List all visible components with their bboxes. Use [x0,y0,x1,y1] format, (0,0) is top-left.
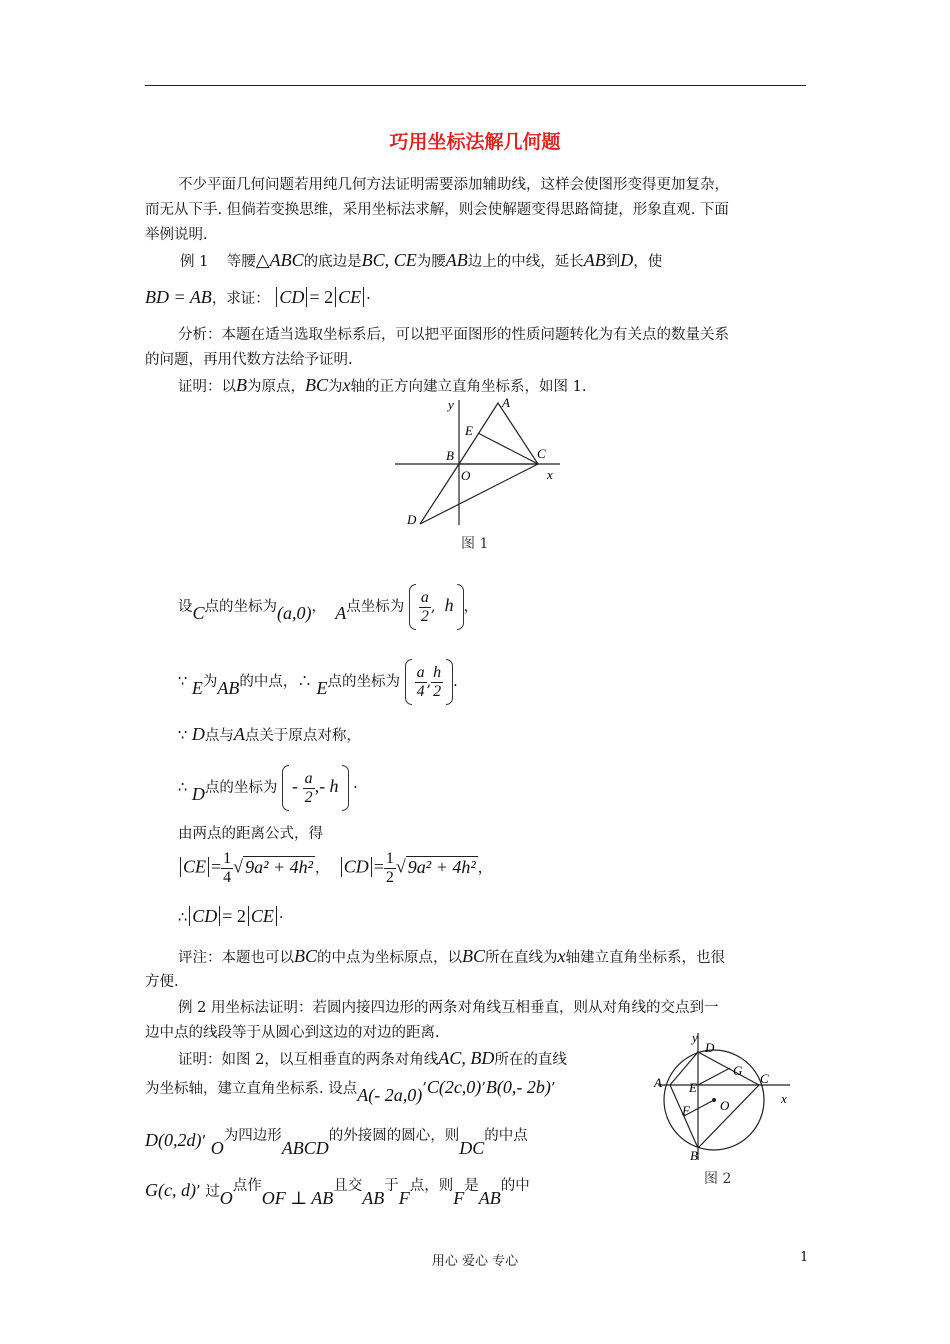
abs-bar [219,906,220,926]
math: AB [583,250,606,270]
proof-2-line-1 [178,1046,567,1073]
because-symbol: ∵ [178,674,188,690]
triangle-symbol: △ [255,250,270,270]
math: CD [192,906,218,926]
example-2-line-1: 例 2 用坐标法证明：若圆内接四边形的两条对角线互相垂直，则从对角线的交点到一 [178,1000,719,1016]
math: x [557,946,566,966]
abs-bar [371,857,372,877]
text: 的中点 [484,1128,528,1144]
text: ’ [201,1134,207,1150]
numerator: 1 [385,850,394,867]
text: 轴建立直角坐标系，也很 [565,950,726,966]
paren [457,584,464,630]
label-a: A [502,395,510,410]
math: A(- 2a,0) [357,1085,423,1105]
label-f: F [682,1103,690,1118]
text: 为腰 [416,254,446,270]
text: 边上的中线，延长 [467,254,584,270]
abs-bar [180,857,181,877]
text: 为 [202,674,218,690]
math: AC, BD [438,1048,495,1068]
text: 证明：以 [178,379,236,395]
math: A [335,603,347,623]
segment-cd [420,464,538,524]
text: 点的坐标为 [204,599,278,615]
text: 所在的直线 [494,1052,567,1068]
text: 的底边是 [303,254,362,270]
text: 为四边形 [223,1128,282,1144]
math: = 2 [309,287,334,307]
intro-line-1: 不少平面几何问题若用纯几何方法证明需要添加辅助线，这样会使图形变得更加复杂， [178,177,729,193]
math: B(0,- 2b) [485,1077,551,1097]
example-1-claim [145,285,371,312]
numerator: a [416,663,425,681]
center-point [712,1098,716,1102]
math: CE [183,856,207,877]
label-d: D [705,1040,715,1055]
math: G(c, d) [145,1180,196,1200]
comment-line-1 [178,944,725,971]
abs-bar [189,906,190,926]
text: 为 [328,379,343,395]
text: · [366,291,371,307]
math: CD [343,856,369,877]
segment-eg [698,1068,730,1085]
math: CE [338,287,362,307]
paren [409,584,416,630]
math: x [342,375,351,395]
label-y: y [448,397,454,412]
text: · [353,780,358,796]
text: 所在直线为 [485,950,558,966]
square-root: √ 9a² + 4h² [233,856,314,877]
proof-2-line-4 [145,1174,530,1211]
footer: 用心 爱心 专心 [431,1254,519,1269]
numerator: a [304,769,313,787]
math: = 2 [222,906,246,926]
text: ’ [550,1081,556,1097]
math: BC [462,946,486,966]
label-b: B [446,448,454,463]
example-1-statement [180,248,662,275]
segment-bd [420,464,459,524]
intro-line-2: 而无从下手. 但倘若变换思维，采用坐标法求解，则会使解题变得思路简捷，形象直观. 下面 [145,202,729,218]
example-1-label: 例 1 [180,254,209,270]
denominator: 4 [416,682,425,700]
text: 的中点为坐标原点，以 [317,950,463,966]
text: ， [477,860,493,877]
numerator: a [420,588,429,606]
math: = [211,856,222,877]
text: . [453,674,458,690]
denominator: 2 [304,788,313,806]
label-o: O [720,1098,730,1113]
text: 点，则 [409,1178,454,1194]
text: 且交 [333,1178,363,1194]
proof-2-line-3 [145,1124,528,1161]
math: h [444,595,454,615]
fraction [415,664,427,701]
math: A [233,724,245,744]
numerator: h [433,663,442,681]
math: - [291,776,298,796]
text: ，使 [633,254,663,270]
text: 于 [384,1178,399,1194]
text: 点的坐标为 [327,674,400,690]
paren [342,765,349,811]
math: AB [362,1188,385,1208]
math: CE [250,906,274,926]
text: ， [211,291,227,307]
text: 点的坐标为 [204,780,278,796]
distance-formula-intro: 由两点的距离公式，得 [178,826,323,842]
figure-2-caption: 图 2 [704,1171,732,1187]
text: 的中点， [239,674,298,690]
math: BC [305,375,329,395]
fraction [431,664,443,701]
fraction [384,850,396,887]
text: 的中 [500,1178,530,1194]
therefore-symbol: ∴ [297,674,312,690]
example-2-line-2: 边中点的线段等于从圆心到这边的对边的距离. [145,1025,440,1041]
abs-bar [208,857,209,877]
text: ， [463,599,479,615]
math: O [219,1188,233,1208]
text: 等腰 [226,254,256,270]
fraction [221,850,233,887]
radicand: 9a² + 4h² [407,856,476,877]
segment-ce [478,433,538,464]
text: 设 [178,599,193,615]
denominator: 2 [433,682,442,700]
math: C [192,603,205,623]
proof-2-line-2 [145,1075,556,1108]
math: BC, [361,250,390,270]
label-g: G [733,1063,743,1078]
fraction [303,770,315,807]
set-coordinates: 设C点的坐标为(a,0)， A点坐标为 $\frac{a}{2}$ , h ， [178,584,478,630]
math: O [210,1138,224,1158]
label-c: C [760,1071,769,1086]
header-rule [145,85,806,86]
denominator: 2 [385,869,394,886]
math: BC [294,946,318,966]
analysis-line-1: 分析：本题在适当选取坐标系后，可以把平面图形的性质问题转化为有关点的数量关系 [178,327,729,343]
text: ’ [195,1184,201,1200]
comment-line-2: 方便. [145,974,179,990]
analysis-line-2: 的问题，再用代数方法给予证明. [145,352,353,368]
math: (a,0) [277,603,312,623]
page-number: 1 [800,1250,809,1265]
paren [405,659,412,705]
math: F [398,1188,410,1208]
denominator: 4 [223,869,232,886]
math: ,- h [314,776,339,796]
text: ， [315,860,330,877]
abs-bar [306,287,307,307]
text: 是 [464,1178,479,1194]
label-c: C [537,446,546,461]
text: 到 [605,254,621,270]
math: AB [217,678,240,698]
figure-1-caption: 图 1 [461,536,489,552]
math: E [316,678,328,698]
text: 点作 [232,1178,262,1194]
because-e-midpoint: ∵ E为AB的中点，∴ E点的坐标为 $\frac{a}{4}$ , $\frac{h}{2}$ . [178,659,458,705]
label-x: x [781,1091,787,1106]
label-b: B [690,1148,698,1163]
text: 评注：本题也可以 [178,950,294,966]
figure-2 [650,1030,800,1170]
math: BD = AB [145,287,212,307]
text: 求证： [226,291,270,307]
text: ’ [422,1081,427,1097]
because-symbol: ∵ [178,728,188,744]
text: 为坐标轴，建立直角坐标系. 设点 [145,1081,358,1097]
math: ABC [269,250,304,270]
therefore-symbol: ∴ [178,910,188,926]
text: 点坐标为 [346,599,405,615]
math: D [191,784,205,804]
math: F [453,1188,465,1208]
text: 点关于原点对称， [244,728,361,744]
paren [282,765,289,811]
text: ’ [481,1081,486,1097]
text: 点与 [204,728,234,744]
math: E [191,678,203,698]
distance-formulas [178,850,492,887]
math: OF ⊥ AB [261,1188,334,1208]
text: 的外接圆的圆心，则 [328,1128,460,1144]
label-e: E [689,1080,697,1095]
abs-bar [363,287,364,307]
conclusion [178,904,284,931]
abs-bar [276,906,277,926]
text: ， [311,599,327,615]
math: CD [279,287,305,307]
label-e: E [465,423,473,438]
abs-bar [276,287,277,307]
figure-1 [390,395,570,535]
math: D [620,250,634,270]
text: 为原点， [247,379,305,395]
square-root: √ 9a² + 4h² [395,856,476,877]
therefore-symbol: ∴ [178,780,188,796]
therefore-d-coordinates [178,765,358,811]
because-d-symmetric [178,722,361,749]
label-a: A [654,1075,662,1090]
math: CE [393,250,417,270]
text: 过 [205,1184,220,1200]
intro-line-3: 举例说明. [145,227,208,243]
math: ABCD [281,1138,329,1158]
text: 证明：如图 2，以互相垂直的两条对角线 [178,1052,439,1068]
label-x: x [547,467,553,482]
abs-bar [248,906,249,926]
page-title: 巧用坐标法解几何题 [389,131,561,153]
math: B [236,375,247,395]
abs-bar [335,287,336,307]
math: AB [445,250,468,270]
abs-bar [341,857,342,877]
label-y: y [692,1030,698,1045]
radicand: 9a² + 4h² [245,856,314,877]
label-d: D [407,512,417,527]
fraction [419,589,431,626]
math: D(0,2d) [145,1130,202,1150]
numerator: 1 [223,850,232,867]
math: DC [459,1138,485,1158]
math: D [191,724,205,744]
math: AB [478,1188,501,1208]
label-o: O [461,468,471,483]
math: = [373,856,384,877]
text: 轴的正方向建立直角坐标系，如图 1. [350,379,587,395]
math: C(2c,0) [426,1077,482,1097]
text: · [278,910,284,926]
denominator: 2 [420,607,429,625]
